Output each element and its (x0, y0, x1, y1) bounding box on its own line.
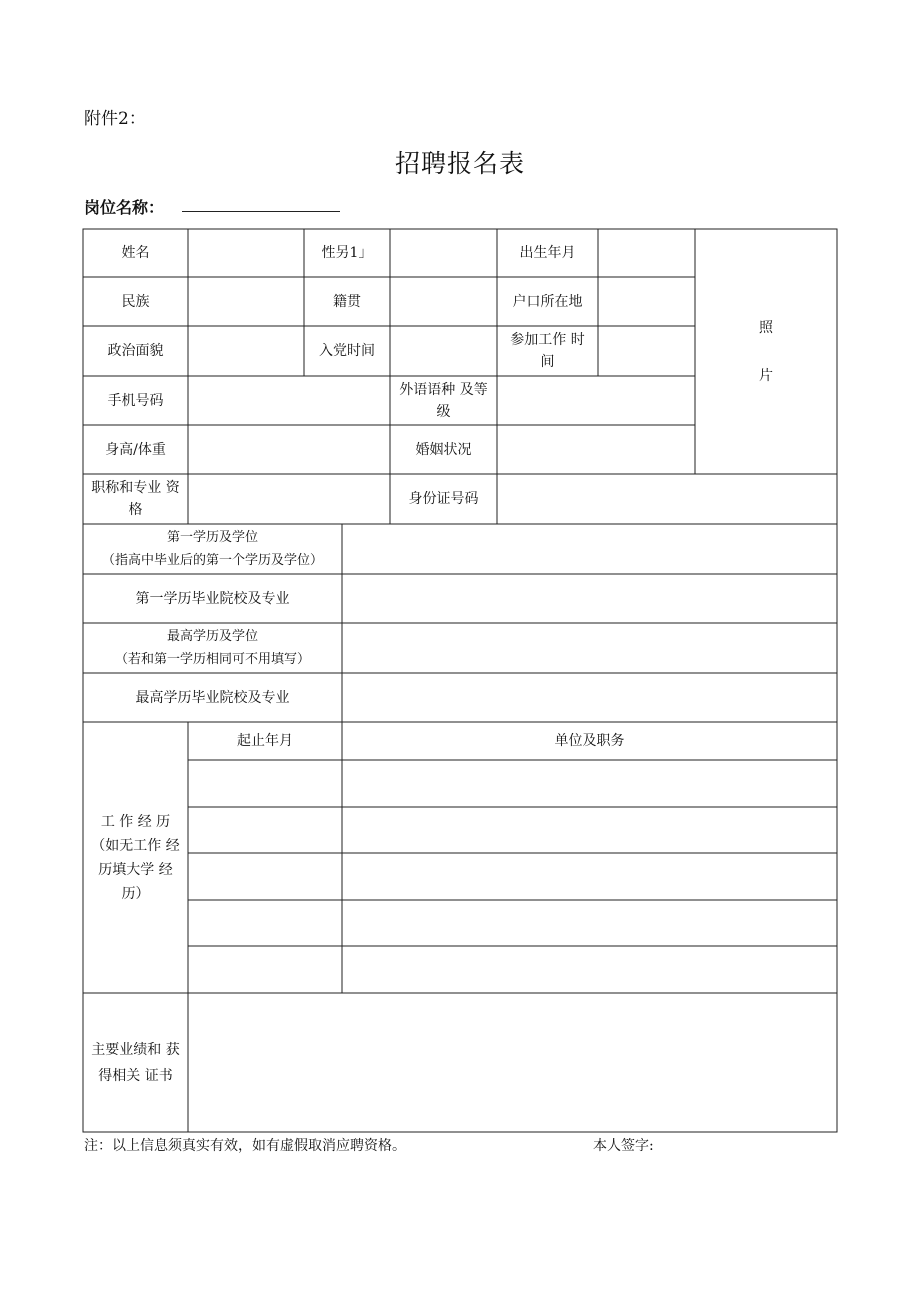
height-weight-label: 身高/体重 (105, 441, 166, 458)
height-weight-field[interactable] (188, 425, 390, 474)
achievements-field[interactable] (188, 993, 837, 1132)
achievements-label (83, 993, 188, 1132)
work-history-line1: 工 作 经 历 (100, 813, 171, 830)
native-place-field[interactable] (390, 277, 497, 326)
work-history-label (83, 722, 188, 993)
work-start-label-line1: 参加工作 时 (510, 332, 585, 348)
highest-school-field[interactable] (342, 673, 837, 722)
photo-box[interactable] (695, 229, 837, 474)
achievements-line1: 主要业绩和 获 (91, 1041, 180, 1058)
title-qualification-label (83, 474, 188, 524)
highest-degree-field[interactable] (342, 623, 837, 673)
id-number-label: 身份证号码 (408, 491, 479, 507)
work-start-field[interactable] (598, 326, 695, 376)
work-period-field-3[interactable] (188, 853, 342, 900)
post-name-label: 岗位名称： (84, 198, 165, 217)
work-unit-header: 单位及职务 (554, 733, 625, 749)
language-label (390, 376, 497, 425)
page-title: 招聘报名表 (394, 149, 525, 178)
ethnicity-label: 民族 (121, 293, 150, 310)
hukou-field[interactable] (598, 277, 695, 326)
photo-label-2: 片 (759, 367, 773, 384)
achievements-line2: 得相关 证书 (98, 1067, 173, 1084)
highest-degree-line1: 最高学历及学位 (166, 629, 258, 644)
work-start-label-line2: 间 (540, 354, 555, 370)
highest-degree-label (83, 623, 342, 673)
title-qualification-field[interactable] (188, 474, 390, 524)
birth-label: 出生年月 (519, 245, 576, 261)
work-unit-field-3[interactable] (342, 853, 837, 900)
footer-note: 注：以上信息须真实有效，如有虚假取消应聘资格。 (84, 1138, 406, 1154)
work-period-field-2[interactable] (188, 807, 342, 853)
phone-label: 手机号码 (107, 392, 164, 409)
work-unit-field-2[interactable] (342, 807, 837, 853)
marriage-label: 婚姻状况 (415, 441, 472, 458)
first-degree-label (83, 524, 342, 574)
name-label: 姓名 (121, 245, 150, 261)
signature-label: 本人签字: (593, 1138, 654, 1154)
first-degree-line1: 第一学历及学位 (166, 530, 258, 545)
title-qualification-line2: 格 (128, 502, 143, 518)
native-place-label: 籍贯 (333, 293, 361, 310)
work-history-line4: 历） (121, 885, 150, 902)
work-unit-field-4[interactable] (342, 900, 837, 946)
ethnicity-field[interactable] (188, 277, 304, 326)
language-label-line1: 外语语种 及等 (399, 381, 488, 398)
name-field[interactable] (188, 229, 304, 277)
birth-field[interactable] (598, 229, 695, 277)
highest-school-label: 最高学历毕业院校及专业 (135, 689, 290, 706)
work-period-field-1[interactable] (188, 760, 342, 807)
highest-degree-line2: （若和第一学历相同可不用填写） (114, 652, 310, 667)
political-status-field[interactable] (188, 326, 304, 376)
title-qualification-line1: 职称和专业 资 (91, 480, 180, 496)
gender-field[interactable] (390, 229, 497, 277)
language-field[interactable] (497, 376, 695, 425)
work-history-line2: （如无工作 经 (91, 837, 180, 854)
marriage-field[interactable] (497, 425, 695, 474)
work-start-label (497, 326, 598, 376)
id-number-field[interactable] (497, 474, 837, 524)
gender-label: 性另1」 (321, 245, 373, 261)
work-period-field-4[interactable] (188, 900, 342, 946)
work-period-field-5[interactable] (188, 946, 342, 993)
work-unit-field-1[interactable] (342, 760, 837, 807)
work-history-line3: 历填大学 经 (98, 861, 173, 878)
work-period-header: 起止年月 (237, 733, 293, 749)
first-school-field[interactable] (342, 574, 837, 623)
first-degree-field[interactable] (342, 524, 837, 574)
photo-label-1: 照 (759, 319, 773, 336)
language-label-line2: 级 (436, 403, 451, 420)
hukou-label: 户口所在地 (512, 293, 583, 310)
party-join-field[interactable] (390, 326, 497, 376)
phone-field[interactable] (188, 376, 390, 425)
first-school-label: 第一学历毕业院校及专业 (135, 590, 290, 607)
work-unit-field-5[interactable] (342, 946, 837, 993)
political-status-label: 政治面貌 (107, 343, 164, 359)
first-degree-line2: （指高中毕业后的第一个学历及学位） (101, 553, 323, 568)
annex-label: 附件2： (84, 109, 146, 129)
party-join-label: 入党时间 (319, 343, 375, 359)
